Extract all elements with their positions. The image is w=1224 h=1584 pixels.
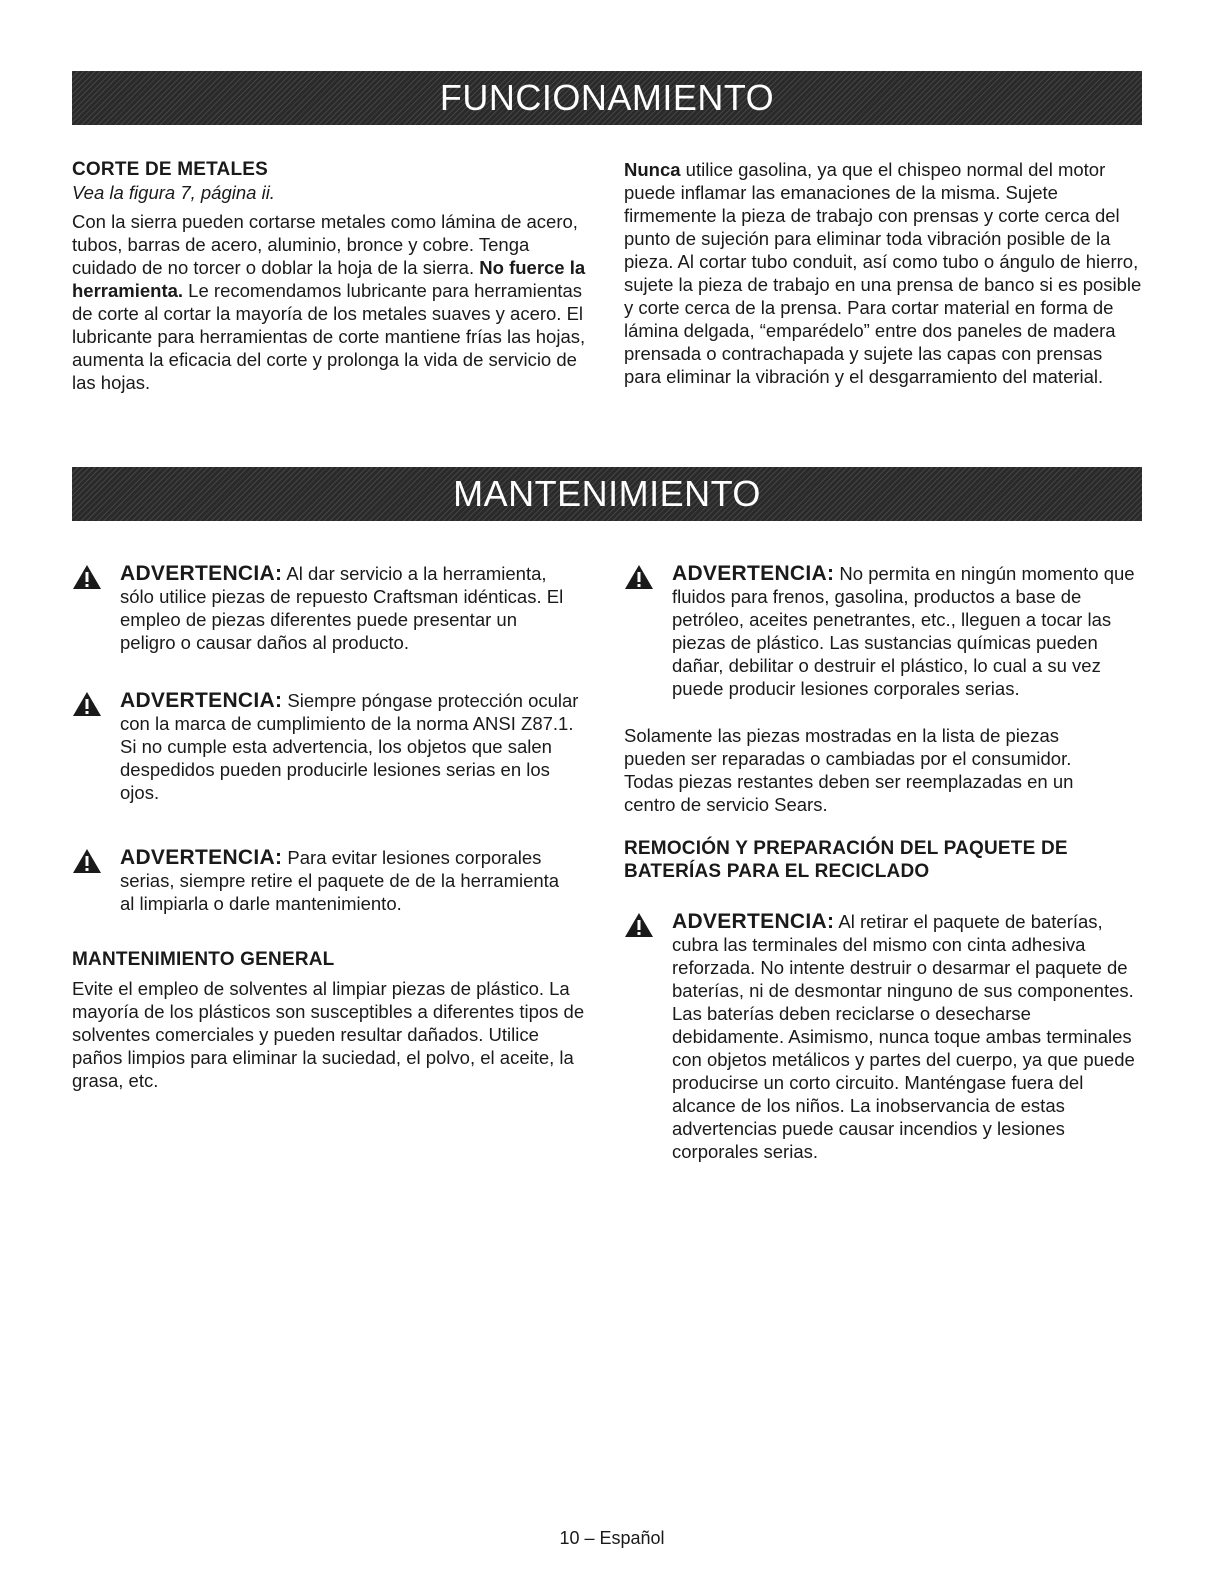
warning-triangle-icon: [72, 848, 102, 874]
warning-block-5: [624, 910, 1144, 1163]
warning-triangle-icon: [624, 912, 654, 938]
parts-paragraph: Solamente las piezas mostradas en la lista de piezas pueden ser reparadas o cambiadas por el consumidor. Todas piezas restantes deben ser reemplazadas en un centro de servicio Sears.: [624, 725, 1074, 815]
section-banner-operation: [72, 71, 1142, 125]
corte-right-paragraph: [624, 158, 1144, 388]
general-heading: MANTENIMIENTO GENERAL: [72, 949, 335, 970]
general-maintenance-section: [72, 948, 592, 1092]
warning-text: Al retirar el paquete de baterías, cubra las terminales del mismo con cinta adhesiva reforzada. No intente destruir o desarmar el paquete de baterías, ni de desmontar ninguno de sus componentes. Las baterías deben reciclarse o desecharse debidamente. Asimismo, nunca toque ambas terminales con objetos metálicos y partes del cuerpo, ya que puede producirse un corto circuito. Manténgase fuera del alcance de los niños. La inobservancia de estas advertencias puede causar incendios y lesiones corporales serias.: [672, 911, 1135, 1162]
battery-heading: REMOCIÓN Y PREPARACIÓN DEL PAQUETE DE BATERÍAS PARA EL RECICLADO: [624, 838, 1068, 882]
corte-right-column: [624, 158, 1144, 388]
warning-triangle-icon: [72, 691, 102, 717]
warning-triangle-icon: [624, 564, 654, 590]
corte-heading: CORTE DE METALES: [72, 159, 269, 180]
page-number: 10 – Español: [559, 1528, 665, 1548]
warning-label: ADVERTENCIA:: [672, 910, 835, 933]
warning-label: ADVERTENCIA:: [120, 689, 283, 712]
corte-paragraph-bold: No fuerce la herramienta.: [72, 257, 586, 301]
warning-block-2: [72, 689, 592, 804]
warning-block-3: [72, 846, 572, 915]
general-paragraph: Evite el empleo de solventes al limpiar piezas de plástico. La mayoría de los plásticos son susceptibles a diferentes tipos de solventes comerciales y pueden resultar dañados. Utilice paños limpios para eliminar la suciedad, el polvo, el aceite, la grasa, etc.: [72, 978, 585, 1091]
warning-block-1: [72, 562, 572, 654]
banner-title-operation: FUNCIONAMIENTO: [439, 77, 775, 118]
warning-label: ADVERTENCIA:: [120, 562, 283, 585]
warning-text: Al dar servicio a la herramienta, sólo utilice piezas de repuesto Craftsman idénticas. El empleo de piezas diferentes puede presentar un peligro o causar daños al producto.: [120, 563, 564, 653]
parts-section: [624, 724, 1114, 816]
corte-paragraph: [72, 210, 592, 394]
corte-right-bold: Nunca: [624, 159, 681, 180]
warning-label: ADVERTENCIA:: [120, 846, 283, 869]
corte-right-text: utilice gasolina, ya que el chispeo normal del motor puede inflamar las emanaciones de la misma. Sujete firmemente la pieza de trabajo con prensas y corte cerca del punto de sujeción para eliminar toda vibración posible de la pieza. Al cortar tubo conduit, así como tubo o ángulo de hierro, sujete la pieza de trabajo en una prensa de banco si es posible y corte cerca de la prensa. Para cortar material en forma de lámina delgada, “emparédelo” entre dos paneles de madera prensada o contrachapada y sujete las capas con prensas para eliminar la vibración y el desgarramiento del material.: [624, 159, 1142, 387]
corte-subtitle: Vea la figura 7, página ii.: [72, 182, 275, 203]
corte-paragraph-start: Con la sierra pueden cortarse metales como lámina de acero, tubos, barras de acero, aluminio, bronce y cobre. Tenga cuidado de no torcer o doblar la hoja de la sierra.: [72, 211, 578, 278]
corte-left-column: [72, 158, 592, 394]
warning-triangle-icon: [72, 564, 102, 590]
section-banner-maintenance: [72, 467, 1142, 521]
warning-text: Para evitar lesiones corporales serias, siempre retire el paquete de de la herramienta al limpiarla o darle mantenimiento.: [120, 847, 560, 914]
warning-text: No permita en ningún momento que fluidos para frenos, gasolina, productos a base de petróleo, aceites penetrantes, etc., lleguen a tocar las piezas de plástico. Las sustancias químicas pueden dañar, debilitar o destruir el plástico, lo cual a su vez puede producir lesiones corporales serias.: [672, 563, 1135, 699]
corte-paragraph-end: Le recomendamos lubricante para herramientas de corte al cortar la mayoría de los metales suaves y acero. El lubricante para herramientas de corte mantiene frías las hojas, aumenta la eficacia del corte y prolonga la vida de servicio de las hojas.: [72, 280, 586, 393]
warning-block-4: [624, 562, 1144, 700]
warning-label: ADVERTENCIA:: [672, 562, 835, 585]
banner-title-maintenance: MANTENIMIENTO: [453, 473, 761, 514]
warning-text: Siempre póngase protección ocular con la marca de cumplimiento de la norma ANSI Z87.1. Si no cumple esta advertencia, los objetos que salen despedidos pueden producirle lesiones serias en los ojos.: [120, 690, 579, 803]
battery-section: [624, 837, 1144, 883]
